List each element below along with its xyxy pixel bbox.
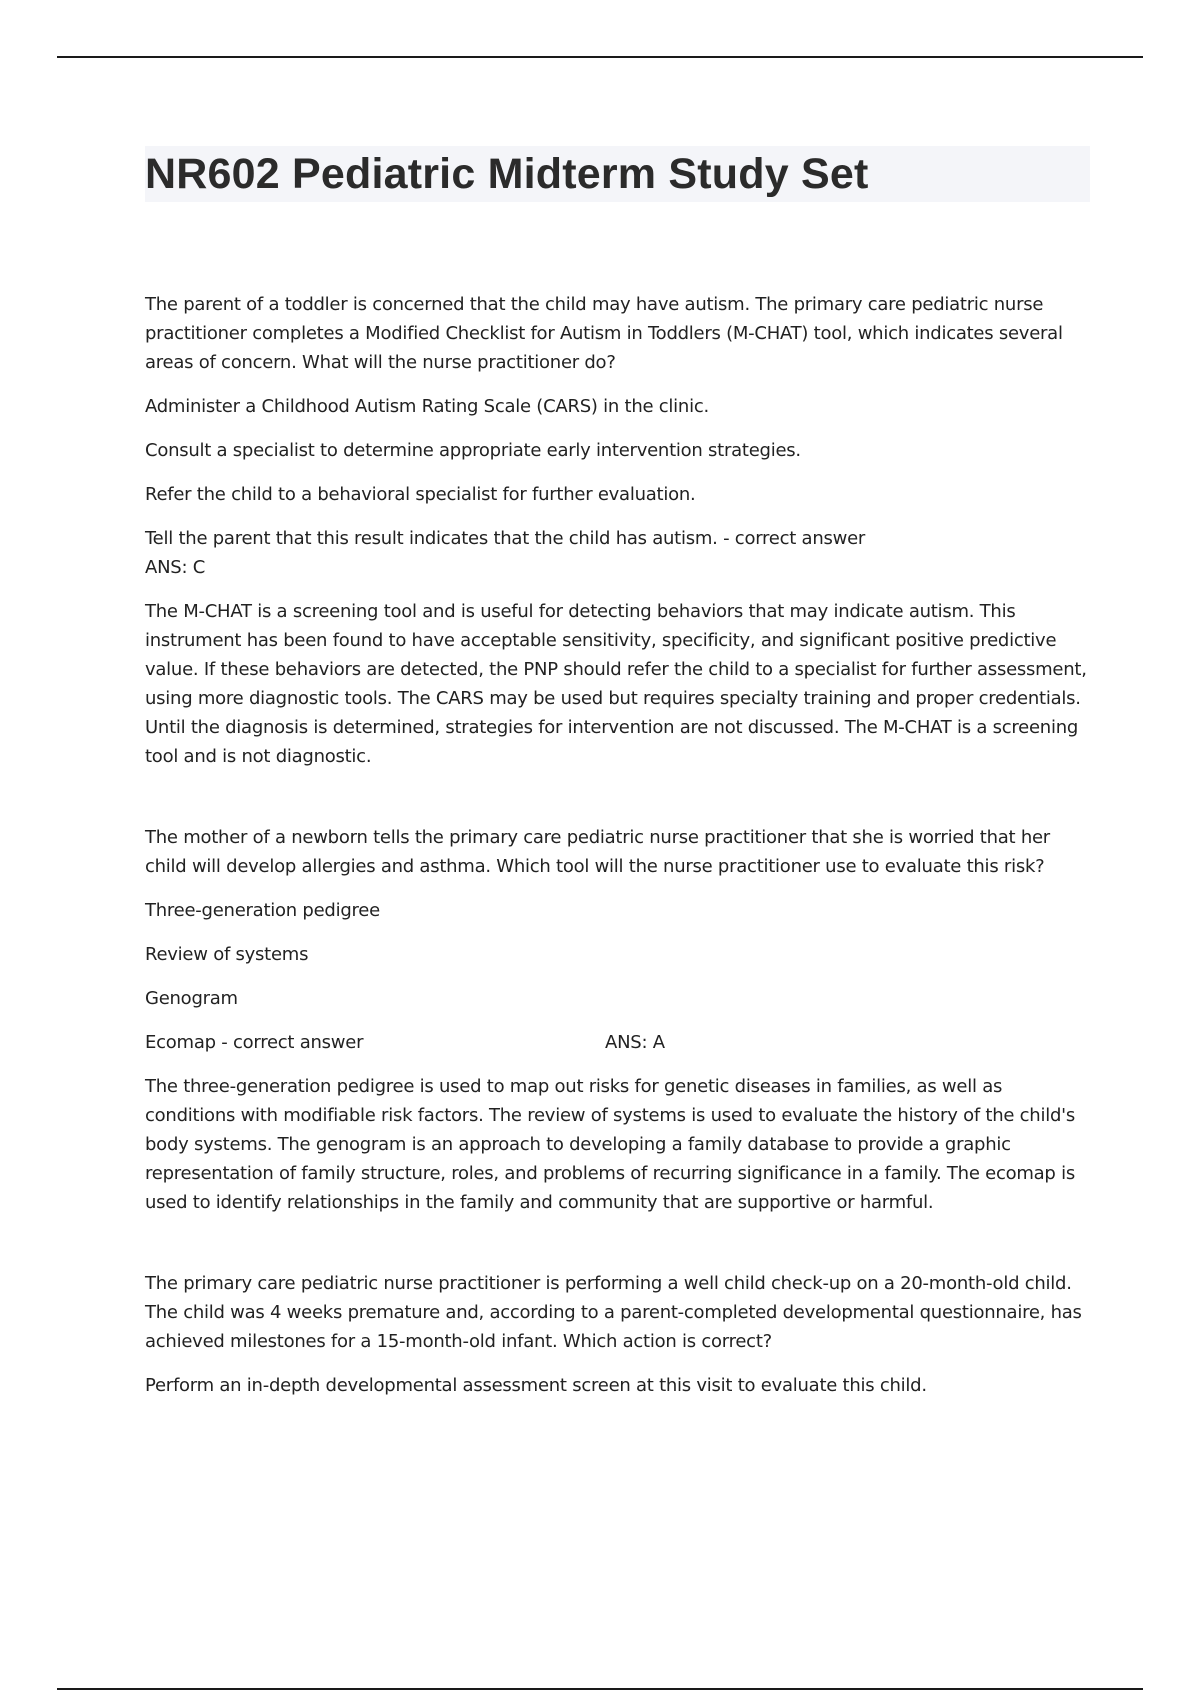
answer-key: ANS: A — [605, 1032, 665, 1053]
question-1 — [145, 290, 1095, 771]
answer-option: Refer the child to a behavioral specialist for further evaluation. — [145, 484, 696, 505]
bottom-rule — [57, 1688, 1143, 1690]
answer-option: Review of systems — [145, 944, 309, 965]
answer-option: Tell the parent that this result indicates that the child has autism. - correct answer — [145, 528, 866, 549]
rationale: The three-generation pedigree is used to map out risks for genetic diseases in families, as well as conditions with modifiable risk factors. The review of systems is used to evaluate the history of the child's body systems. The genogram is an approach to developing a family database to provide a graphic representation of family structure, roles, and problems of recurring significance in a family. The ecomap is used to identify relationships in the family and community that are supportive or harmful. — [145, 1076, 1075, 1213]
answer-key: ANS: C — [145, 557, 206, 578]
question-2 — [145, 823, 1095, 1217]
top-rule — [57, 56, 1143, 58]
answer-option: Ecomap - correct answer — [145, 1032, 364, 1053]
rationale: The M-CHAT is a screening tool and is useful for detecting behaviors that may indicate autism. This instrument has been found to have acceptable sensitivity, specificity, and significant positive predictive value. If these behaviors are detected, the PNP should refer the child to a specialist for further assessment, using more diagnostic tools. The CARS may be used but requires specialty training and proper credentials. Until the diagnosis is determined, strategies for intervention are not discussed. The M-CHAT is a screening tool and is not diagnostic. — [145, 601, 1087, 767]
answer-option: Genogram — [145, 988, 238, 1009]
question-stem: The primary care pediatric nurse practitioner is performing a well child check-up on a 20-month-old child. The child was 4 weeks premature and, according to a parent-completed developmental questionnaire, has achieved milestones for a 15-month-old infant. Which action is correct? — [145, 1273, 1082, 1352]
question-stem: The mother of a newborn tells the primary care pediatric nurse practitioner that she is worried that her child will develop allergies and asthma. Which tool will the nurse practitioner use to evaluate this risk? — [145, 827, 1050, 877]
answer-option-with-key — [145, 524, 1095, 582]
answer-option: Consult a specialist to determine appropriate early intervention strategies. — [145, 440, 801, 461]
question-stem: The parent of a toddler is concerned that the child may have autism. The primary care pediatric nurse practitioner completes a Modified Checklist for Autism in Toddlers (M-CHAT) tool, which indicates several areas of concern. What will the nurse practitioner do? — [145, 294, 1063, 373]
answer-option: Perform an in-depth developmental assessment screen at this visit to evaluate this child. — [145, 1375, 927, 1396]
answer-option-with-key — [145, 1028, 1095, 1057]
answer-option: Administer a Childhood Autism Rating Scale (CARS) in the clinic. — [145, 396, 709, 417]
document-body — [145, 290, 1095, 1415]
question-3 — [145, 1269, 1095, 1400]
document-title: NR602 Pediatric Midterm Study Set — [145, 150, 869, 198]
answer-option: Three-generation pedigree — [145, 900, 380, 921]
